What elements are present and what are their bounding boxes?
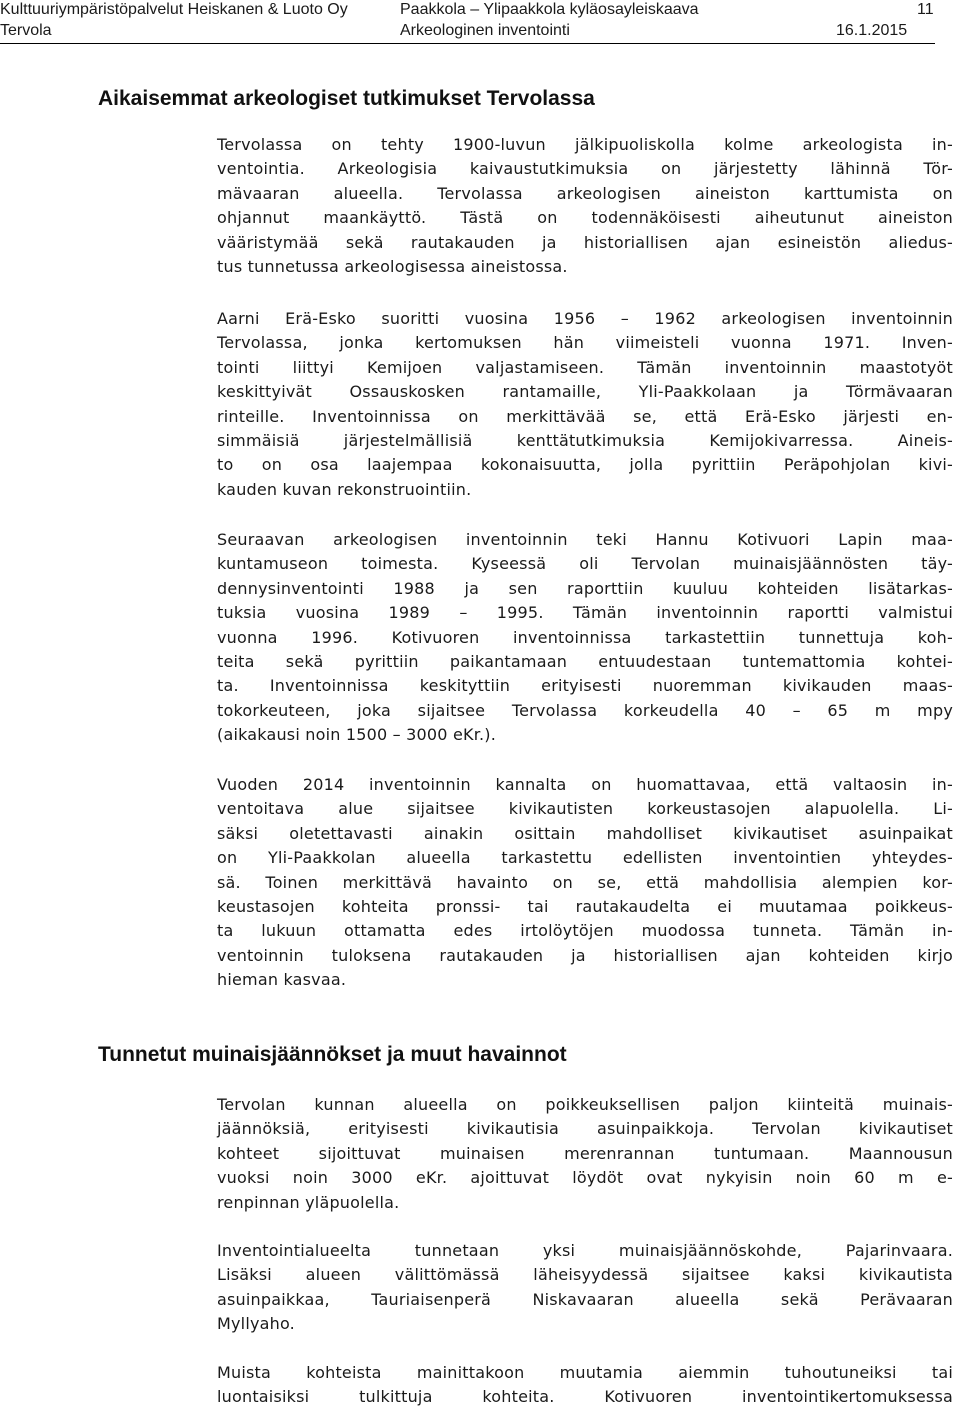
section-heading-previous-research: Aikaisemmat arkeologiset tutkimukset Tervolassa [98,87,595,110]
paragraph-known-remains-3 [217,1361,953,1410]
header-date: 16.1.2015 [836,22,908,39]
paragraph-previous-research-4 [217,773,953,993]
text-line: kuntamuseon toimesta. Kyseessä oli Tervolan muinaisjäännösten täy- [217,554,953,574]
text-line: ta lukuun ottamatta edes irtolöytöjen muodossa tunneta. Tämän in- [217,921,953,941]
text-line: Tervolan kunnan alueella on poikkeuksellisen paljon kiinteitä muinais- [217,1095,953,1114]
text-line: (aikakausi noin 1500 – 3000 eKr.). [217,725,497,745]
text-line: Myllyaho. [217,1314,295,1334]
header-page-number: 11 [917,1,934,18]
text-line: tuksia vuosina 1989 – 1995. Tämän inventoinnin raportti valmistui [217,603,953,623]
text-line: kauden kuvan rekonstruointiin. [217,479,472,499]
text-line: Seuraavan arkeologisen inventoinnin teki Hannu Kotivuori Lapin maa- [217,530,953,549]
section-heading-known-remains: Tunnetut muinaisjäännökset ja muut havainnot [98,1043,567,1066]
text-line: ventoitava alue sijaitsee kivikautisten korkeustasojen alapuolella. Li- [217,799,953,819]
text-line: renpinnan yläpuolella. [217,1192,400,1212]
text-line: tointi liittyi Kemijoen valjastamiseen. Tämän inventoinnin maastotyöt [217,357,953,377]
text-line: vääristymää sekä rautakauden ja historiallisen ajan esineistön aliedus- [217,232,953,252]
text-line: mävaaran alueella. Tervolassa arkeologisen aineiston karttumista on [217,183,953,203]
paragraph-previous-research-2 [217,307,953,502]
text-line: dennysinventointi 1988 ja sen raporttiin kuuluu kohteiden lisätarkas- [217,578,953,598]
paragraph-known-remains-1 [217,1093,953,1215]
text-line: kohteet sijoittuvat muinaisen merenrannan tuntumaan. Maannousun [217,1143,953,1163]
text-line: ventointia. Arkeologisia kaivaustutkimuksia on järjestetty lähinnä Tör- [217,159,953,179]
text-line: simmäisiä järjestelmällisiä kenttätutkimuksia Kemijokivarressa. Aineis- [217,431,953,451]
text-line: hieman kasvaa. [217,970,347,990]
text-line: vuoksi noin 3000 eKr. ajoittuvat löydöt ovat nykyisin noin 60 m e- [217,1168,953,1188]
text-line: tokorkeuteen, joka sijaitsee Tervolassa korkeudella 40 – 65 m mpy [217,700,953,720]
text-line: on Yli-Paakkolan alueella tarkastettu edellisten inventointien yhteydes- [217,848,953,868]
header-project-title: Paakkola – Ylipaakkola kyläosayleiskaava [400,1,699,18]
text-line: ta. Inventoinnissa keskityttiin erityisesti nuoremman kivikauden maas- [217,676,953,696]
paragraph-previous-research-3 [217,528,953,748]
header-report-type: Arkeologinen inventointi [400,22,570,39]
text-line: rinteille. Inventoinnissa on merkittävää se, että Erä-Esko järjesti en- [217,406,953,426]
text-line: Tervolassa, jonka kertomuksen hän viimeisteli vuonna 1971. Inven- [217,333,953,353]
text-line: keskittyivät Ossauskosken rantamaille, Yli-Paakkolaan ja Törmävaaran [217,382,953,402]
text-line: Vuoden 2014 inventoinnin kannalta on huomattavaa, että valtaosin in- [217,775,953,794]
text-line: to on osa laajempaa kokonaisuutta, jolla pyrittiin Peräpohjolan kivi- [217,455,953,475]
text-line: jäännöksiä, erityisesti kivikautisia asuinpaikkoja. Tervolan kivikautiset [217,1119,953,1139]
text-line: Lisäksi alueen välittömässä läheisyydessä sijaitsee kaksi kivikautista [217,1265,953,1285]
text-line: sä. Toinen merkittävä havainto on se, että mahdollisia alempien kor- [217,872,953,892]
text-line: vuonna 1996. Kotivuoren inventoinnissa tarkastettiin tunnettuja koh- [217,627,953,647]
header-company: Kulttuuriympäristöpalvelut Heiskanen & Luoto Oy [0,1,348,18]
text-line: Muista kohteista mainittakoon muutamia aiemmin tuhoutuneiksi tai [217,1363,953,1382]
text-line: tus tunnetussa arkeologisessa aineistossa. [217,257,568,277]
page-header [0,0,960,45]
text-line: Inventointialueelta tunnetaan yksi muinaisjäännöskohde, Pajarinvaara. [217,1241,953,1260]
text-line: keustasojen kohteita pronssi- tai rautakaudelta ei muutamaa poikkeus- [217,897,953,917]
text-line: luontaisiksi tulkittuja kohteita. Kotivuoren inventointikertomuksessa [217,1387,953,1407]
text-line: asuinpaikkaa, Tauriaisenperä Niskavaaran alueella sekä Perävaaran [217,1289,953,1309]
paragraph-known-remains-2 [217,1239,953,1337]
text-line: ohjannut maankäyttö. Tästä on todennäköisesti aiheutunut aineiston [217,208,953,228]
text-line: ventoinnin tuloksena rautakauden ja historiallisen ajan kohteiden kirjo [217,945,953,965]
text-line: säksi oletettavasti ainakin osittain mahdolliset kivikautiset asuinpaikat [217,823,953,843]
text-line: Aarni Erä-Esko suoritti vuosina 1956 – 1962 arkeologisen inventoinnin [217,309,953,328]
header-municipality: Tervola [0,22,52,39]
text-line: teita sekä pyrittiin paikantamaan entuudestaan tuntemattomia kohtei- [217,652,953,672]
text-line: Tervolassa on tehty 1900-luvun jälkipuoliskolla kolme arkeologista in- [217,135,953,154]
paragraph-previous-research-1 [217,133,953,279]
header-rule [0,43,935,44]
